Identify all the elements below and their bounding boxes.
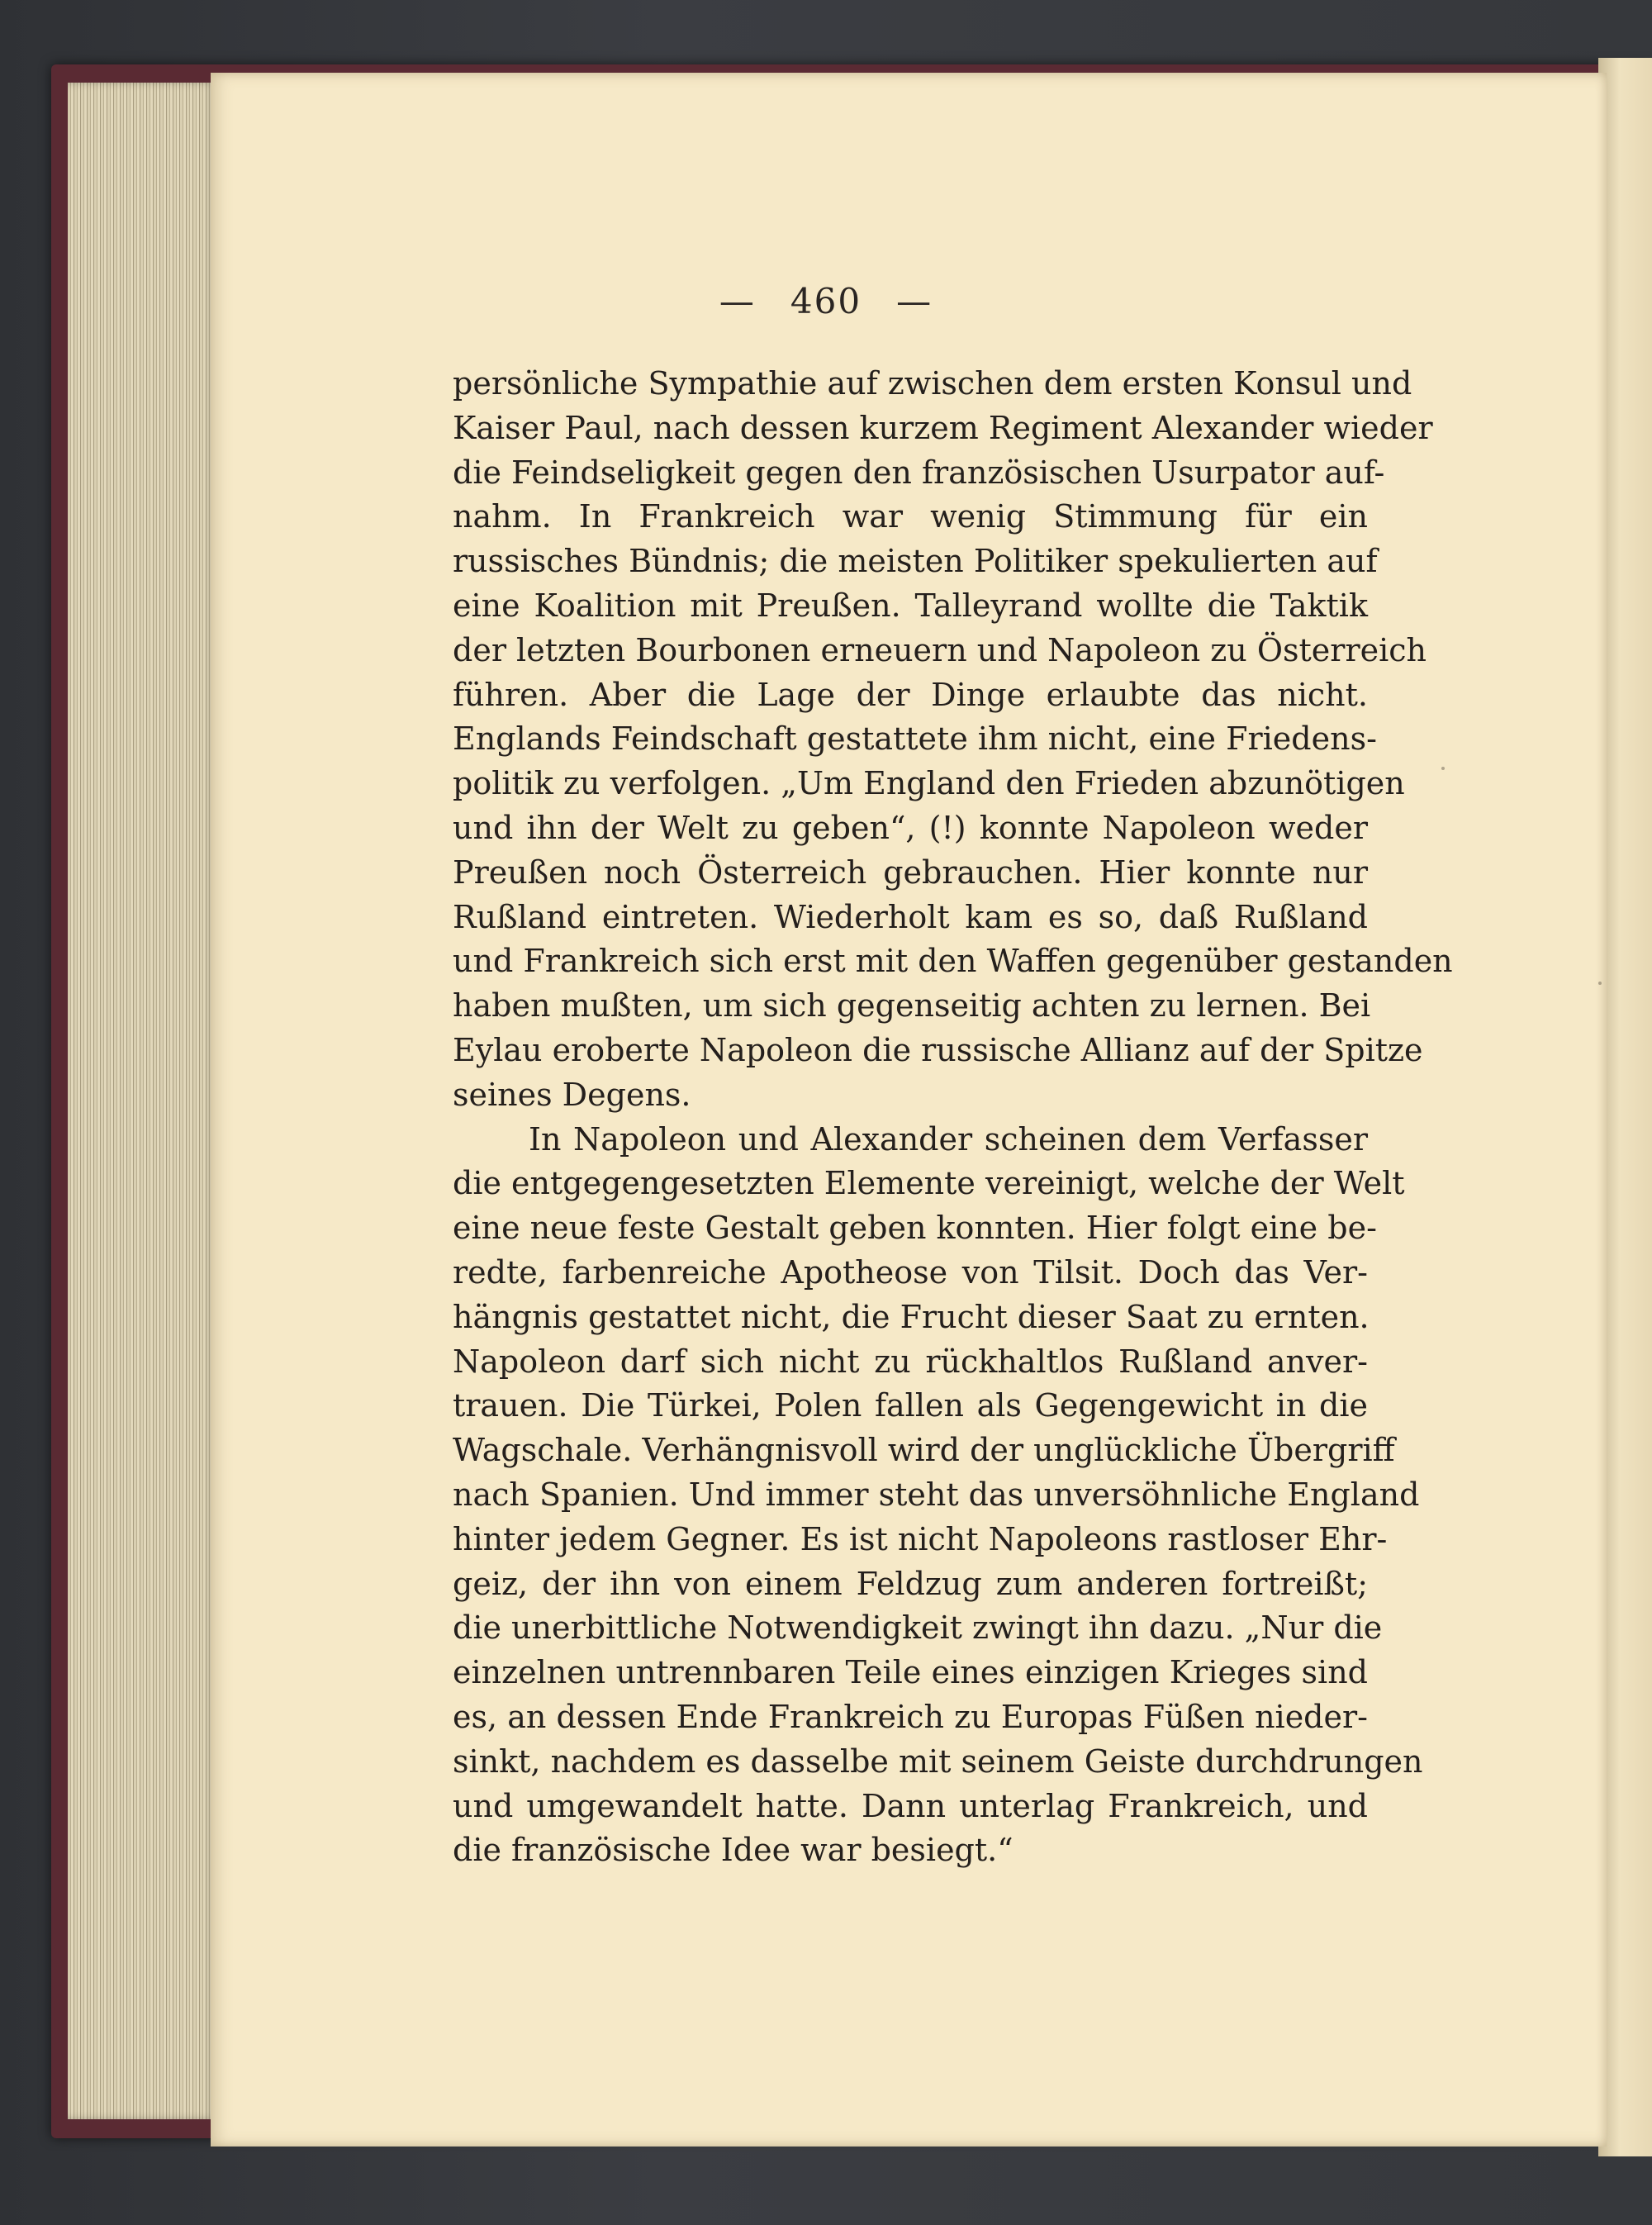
page-edges <box>68 83 216 2119</box>
text-line: Englands Feindschaft gestattete ihm nicht, eine Friedens- <box>453 720 1377 758</box>
page-number-dash-right: — <box>896 281 933 321</box>
text-line: und umgewandelt hatte. Dann unterlag Frankreich, und <box>453 1787 1368 1824</box>
text-line: seines Degens. <box>453 1076 691 1113</box>
text-line: und Frankreich sich erst mit den Waffen gegenüber gestanden <box>453 943 1453 980</box>
text-line: russisches Bündnis; die meisten Politiker spekulierten auf <box>453 543 1378 580</box>
text-line: nach Spanien. Und immer steht das unversöhnliche England <box>453 1476 1420 1513</box>
text-line: der letzten Bourbonen erneuern und Napoleon zu Österreich <box>453 631 1427 668</box>
text-line: eine neue feste Gestalt geben konnten. Hier folgt eine be- <box>453 1210 1377 1247</box>
text-line: die entgegengesetzten Elemente vereinigt, welche der Welt <box>453 1165 1405 1202</box>
text-line: politik zu verfolgen. „Um England den Frieden abzunötigen <box>453 765 1405 802</box>
text-line: hängnis gestattet nicht, die Frucht dieser Saat zu ernten. <box>453 1298 1370 1335</box>
text-line: geiz, der ihn von einem Feldzug zum anderen fortreißt; <box>453 1565 1368 1602</box>
text-line: hinter jedem Gegner. Es ist nicht Napoleons rastloser Ehr- <box>453 1520 1388 1557</box>
text-line: führen. Aber die Lage der Dinge erlaubte das nicht. <box>453 676 1368 713</box>
text-line: trauen. Die Türkei, Polen fallen als Gegengewicht in die <box>453 1387 1368 1424</box>
text-line: einzelnen untrennbaren Teile eines einzigen Krieges sind <box>453 1654 1368 1691</box>
text-line: Kaiser Paul, nach dessen kurzem Regiment Alexander wieder <box>453 409 1433 446</box>
text-line: persönliche Sympathie auf zwischen dem ersten Konsul und <box>453 365 1412 402</box>
page-number <box>0 281 1652 321</box>
text-line: Eylau eroberte Napoleon die russische Allianz auf der Spitze <box>453 1031 1423 1068</box>
text-line: redte, farbenreiche Apotheose von Tilsit. Doch das Ver- <box>453 1253 1368 1291</box>
text-line: es, an dessen Ende Frankreich zu Europas Füßen nieder- <box>453 1698 1368 1735</box>
text-line: nahm. In Frankreich war wenig Stimmung für ein <box>453 498 1368 535</box>
text-line: eine Koalition mit Preußen. Talleyrand wollte die Taktik <box>453 587 1368 624</box>
text-line: und ihn der Welt zu geben“, (!) konnte Napoleon weder <box>453 809 1368 846</box>
text-line: Wagschale. Verhängnisvoll wird der unglückliche Übergriff <box>453 1432 1395 1469</box>
page-number-value: 460 <box>790 281 862 321</box>
paragraph-2 <box>453 1118 1423 1874</box>
text-line: die französische Idee war besiegt.“ <box>453 1832 1014 1869</box>
text-line: In Napoleon und Alexander scheinen dem Verfasser <box>529 1120 1368 1158</box>
text-line: Rußland eintreten. Wiederholt kam es so, daß Rußland <box>453 898 1368 935</box>
text-line: die Feindseligkeit gegen den französischen Usurpator auf- <box>453 454 1385 491</box>
text-line: haben mußten, um sich gegenseitig achten zu lernen. Bei <box>453 987 1371 1025</box>
paragraph-1 <box>453 362 1453 1118</box>
page-speck <box>1441 767 1445 770</box>
text-line: Napoleon darf sich nicht zu rückhaltlos Rußland anver- <box>453 1343 1368 1380</box>
page-speck <box>1598 982 1602 985</box>
text-line: Preußen noch Österreich gebrauchen. Hier konnte nur <box>453 853 1368 891</box>
text-line: die unerbittliche Notwendigkeit zwingt ihn dazu. „Nur die <box>453 1609 1383 1647</box>
page-number-dash-left: — <box>719 281 756 321</box>
text-line: sinkt, nachdem es dasselbe mit seinem Geiste durchdrungen <box>453 1742 1423 1780</box>
body-text <box>453 362 1453 1873</box>
